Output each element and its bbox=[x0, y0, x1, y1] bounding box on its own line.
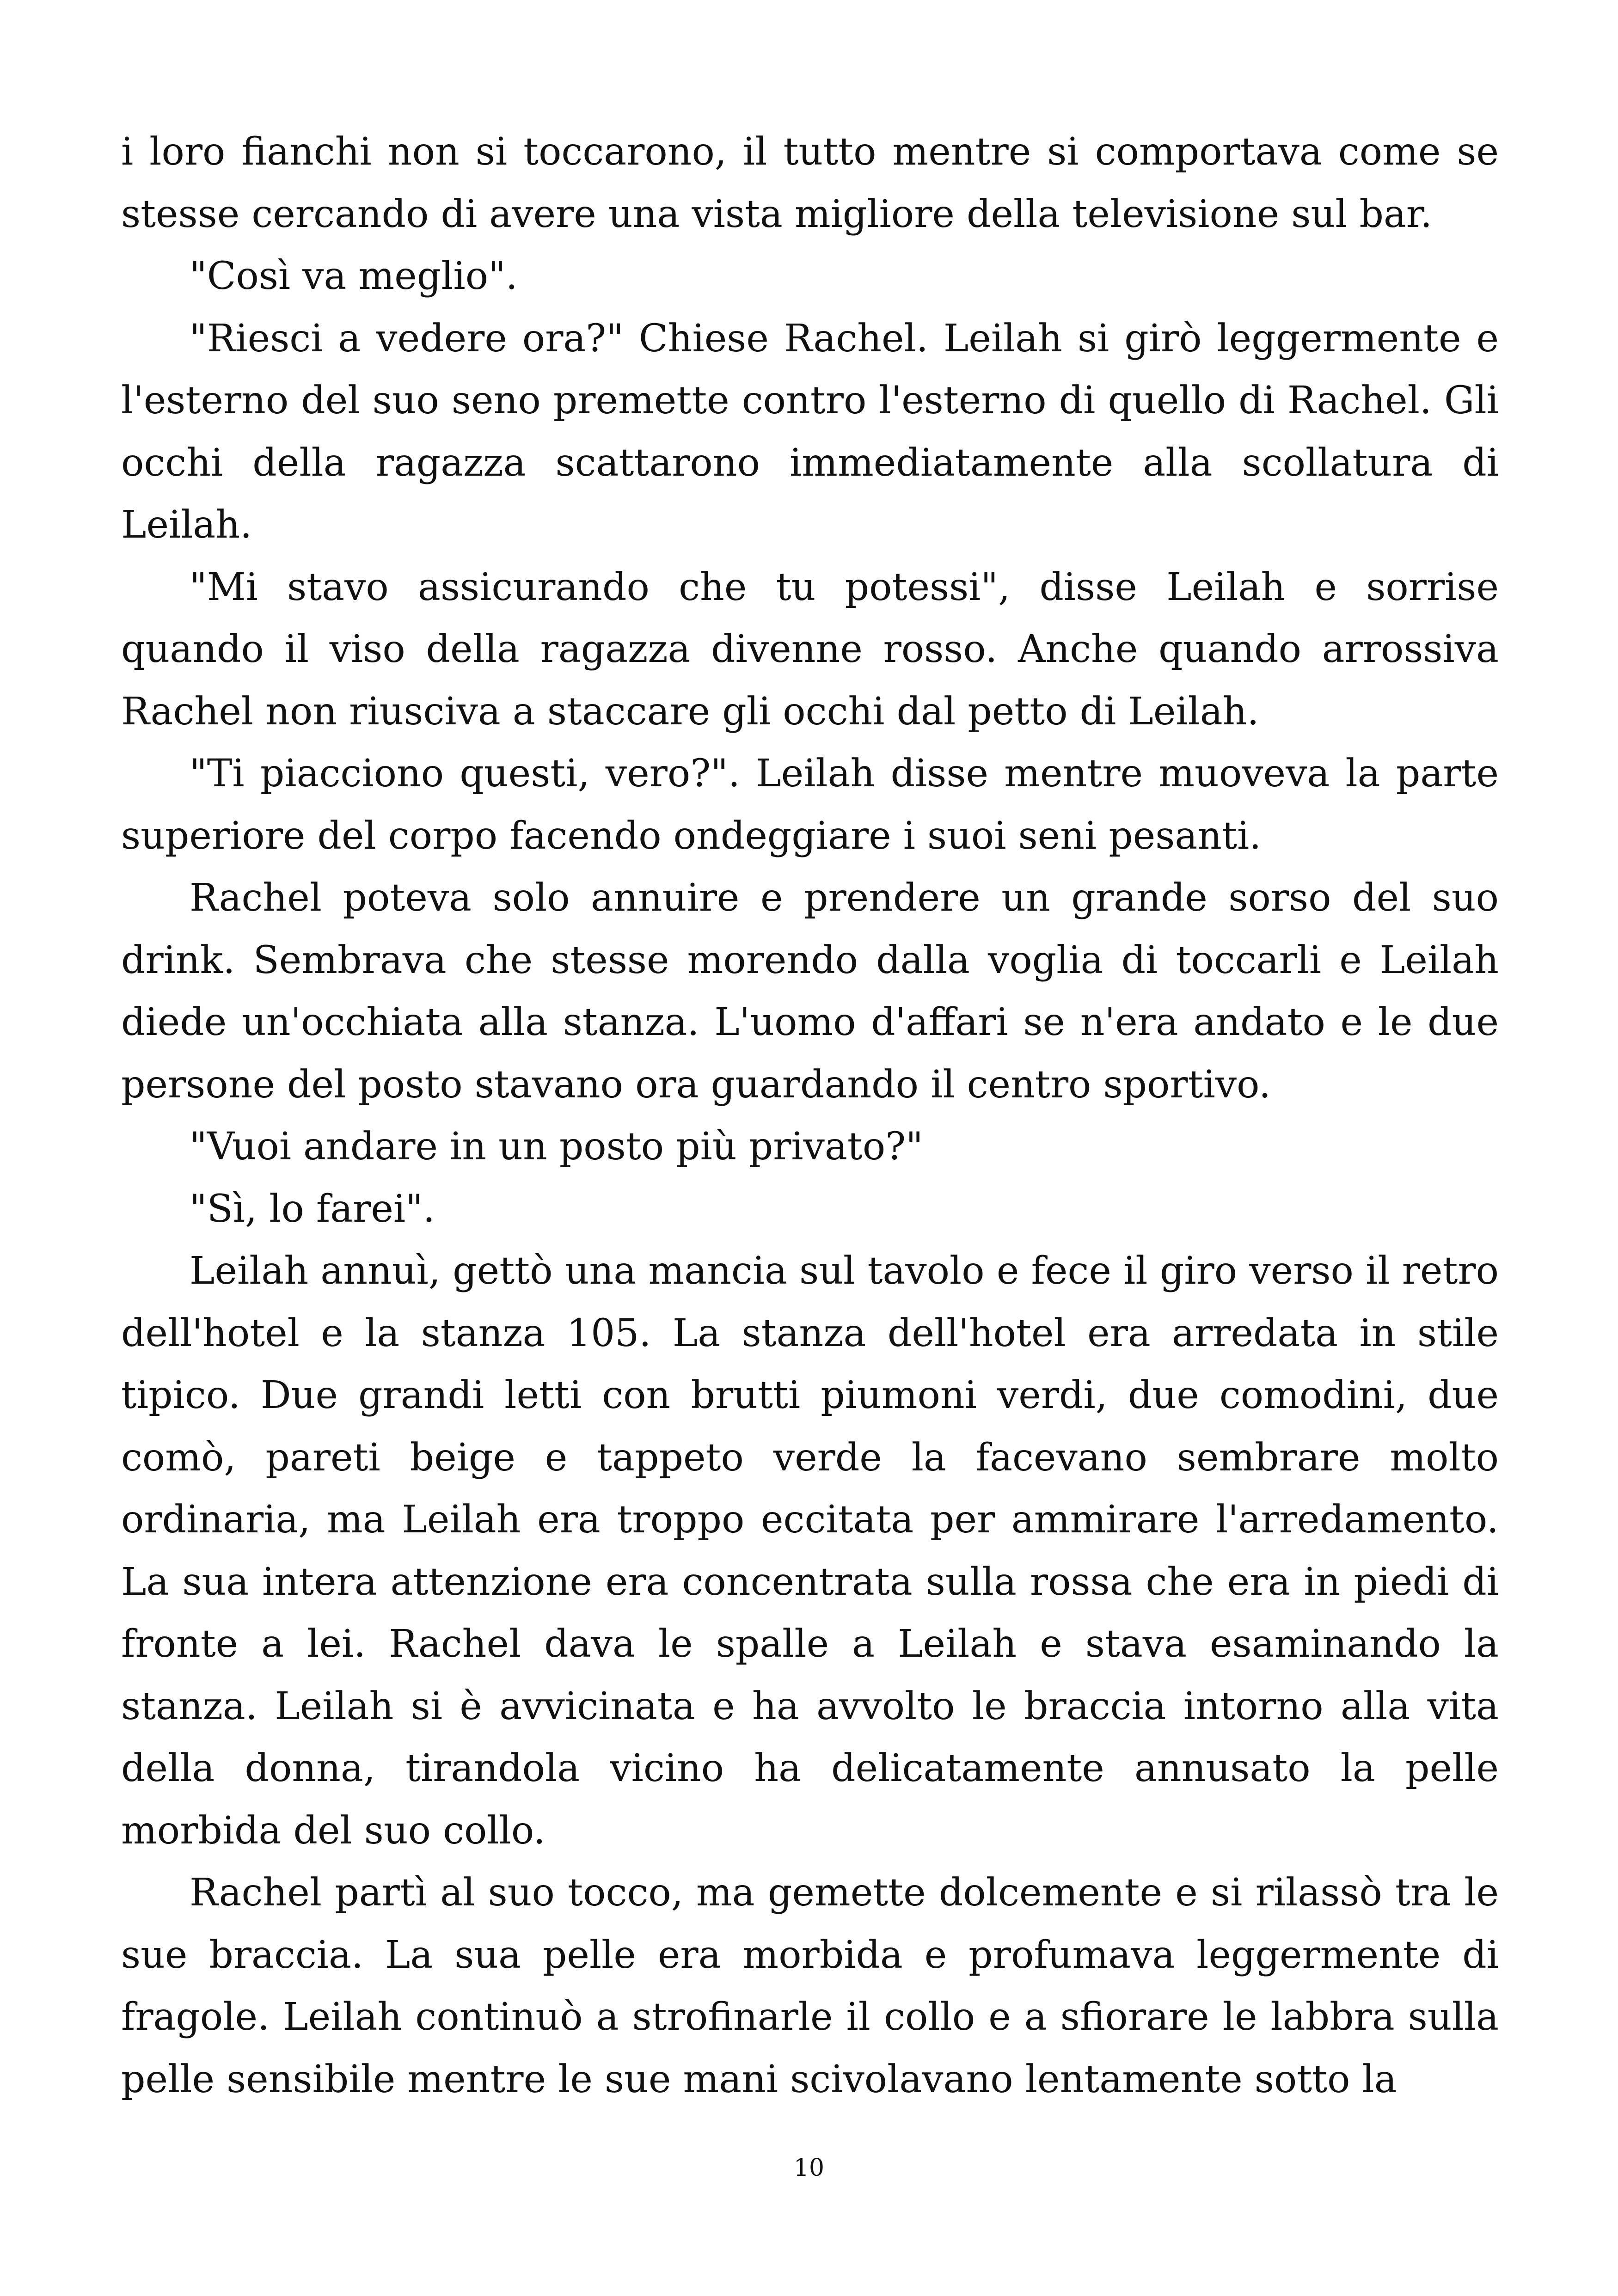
paragraph: Rachel poteva solo annuire e prendere un grande sorso del suo drink. Sembrava che stesse morendo dalla voglia di toccarli e Leilah diede un'occhiata alla stanza. L'uomo d'affari se n'era andato e le due persone del posto stavano ora guardando il centro sportivo. bbox=[121, 876, 1499, 1107]
paragraph: "Così va meglio". bbox=[190, 254, 518, 298]
paragraph: "Sì, lo farei". bbox=[190, 1187, 435, 1231]
paragraph: "Riesci a vedere ora?" Chiese Rachel. Leilah si girò leggermente e l'esterno del suo seno premette contro l'esterno di quello di Rachel. Gli occhi della ragazza scattarono immediatamente alla scollatura di Leilah. bbox=[121, 316, 1499, 547]
page-number: 10 bbox=[793, 2154, 825, 2182]
paragraph: "Vuoi andare in un posto più privato?" bbox=[190, 1125, 923, 1169]
paragraph: "Mi stavo assicurando che tu potessi", disse Leilah e sorrise quando il viso della ragazza divenne rosso. Anche quando arrossiva Rachel non riusciva a staccare gli occhi dal petto di Leilah. bbox=[121, 565, 1499, 734]
paragraph: "Ti piacciono questi, vero?". Leilah disse mentre muoveva la parte superiore del corpo facendo ondeggiare i suoi seni pesanti. bbox=[121, 752, 1499, 858]
paragraph: i loro fianchi non si toccarono, il tutto mentre si comportava come se stesse cercando di avere una vista migliore della televisione sul bar. bbox=[121, 130, 1499, 236]
page-body bbox=[121, 121, 1499, 2111]
paragraph: Rachel partì al suo tocco, ma gemette dolcemente e si rilassò tra le sue braccia. La sua pelle era morbida e profumava leggermente di fragole. Leilah continuò a strofinarle il collo e a sfiorare le labbra sulla pelle sensibile mentre le sue mani scivolavano lentamente sotto la bbox=[121, 1871, 1499, 2101]
paragraph: Leilah annuì, gettò una mancia sul tavolo e fece il giro verso il retro dell'hotel e la stanza 105. La stanza dell'hotel era arredata in stile tipico. Due grandi letti con brutti piumoni verdi, due comodini, due comò, pareti beige e tappeto verde la facevano sembrare molto ordinaria, ma Leilah era troppo eccitata per ammirare l'arredamento. La sua intera attenzione era concentrata sulla rossa che era in piedi di fronte a lei. Rachel dava le spalle a Leilah e stava esaminando la stanza. Leilah si è avvicinata e ha avvolto le braccia intorno alla vita della donna, tirandola vicino ha delicatamente annusato la pelle morbida del suo collo. bbox=[121, 1249, 1499, 1853]
